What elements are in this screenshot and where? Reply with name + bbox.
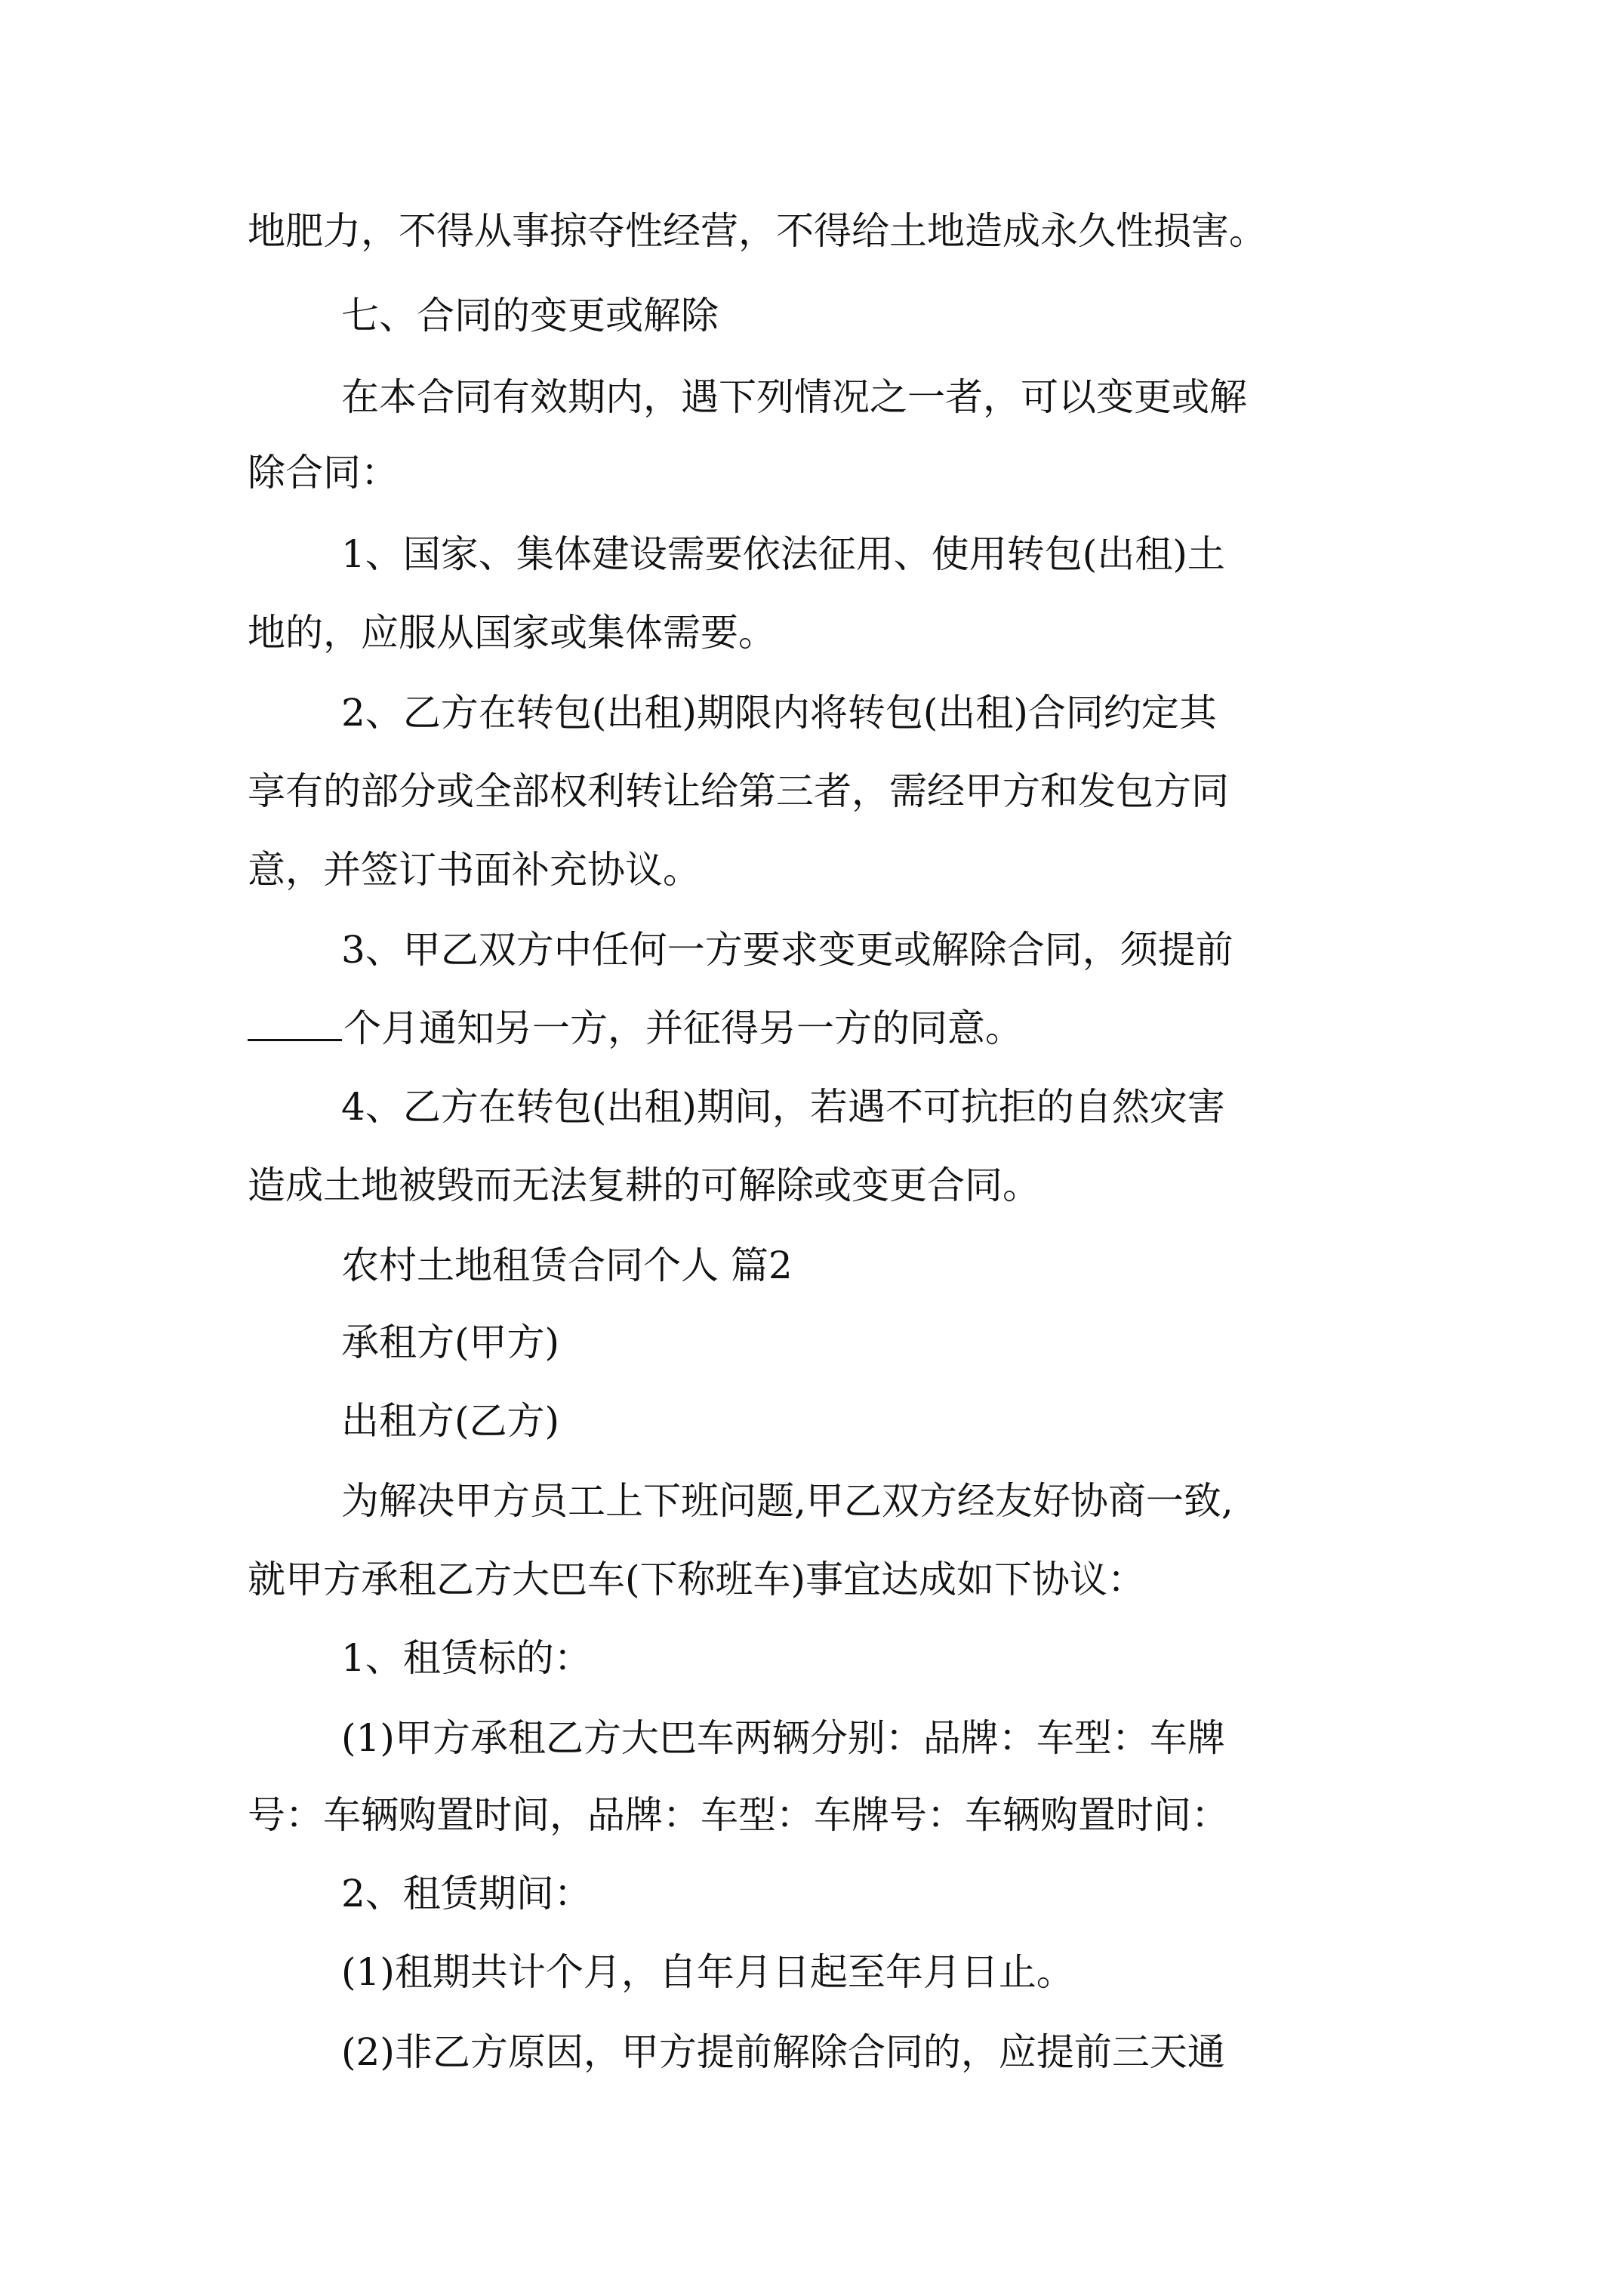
text-line-13: 造成土地被毁而无法复耕的可解除或变更合同。 [248,1163,1040,1207]
text-line-5: 1、国家、集体建设需要依法征用、使用转包(出租)土 [341,532,1225,576]
text-line-20: (1)甲方承租乙方大巴车两辆分别：品牌：车型：车牌 [341,1716,1225,1760]
clause-heading-1: 1、租赁标的： [341,1636,592,1680]
section-heading-7: 七、合同的变更或解除 [341,294,719,337]
text-line-10: 3、甲乙双方中任何一方要求变更或解除合同，须提前 [341,928,1233,972]
clause-heading-2: 2、租赁期间： [341,1872,592,1915]
text-line-3: 在本合同有效期内，遇下列情况之一者，可以变更或解 [341,375,1247,419]
section-heading-part-2: 农村土地租赁合同个人 篇2 [341,1244,793,1287]
text-line-9: 意，并签订书面补充协议。 [248,848,701,892]
text-line-12: 4、乙方在转包(出租)期间，若遇不可抗拒的自然灾害 [341,1085,1225,1129]
text-line-4: 除合同： [248,451,399,495]
text-line-11-text: 个月通知另一方，并征得另一方的同意。 [343,1006,1023,1050]
text-line-21: 号：车辆购置时间，品牌：车型：车牌号：车辆购置时间： [248,1793,1229,1837]
text-line-8: 享有的部分或全部权利转让给第三者，需经甲方和发包方同 [248,769,1229,813]
lessor-label: 出租方(乙方) [341,1399,560,1443]
text-line-1: 地肥力，不得从事掠夺性经营，不得给土地造成永久性损害。 [248,209,1267,253]
lessee-label: 承租方(甲方) [341,1321,560,1364]
text-line-7: 2、乙方在转包(出租)期限内将转包(出租)合同约定其 [341,691,1217,735]
fill-in-blank [248,1010,342,1041]
text-line-18: 就甲方承租乙方大巴车(下称班车)事宜达成如下协议： [248,1558,1146,1601]
text-line-23: (1)租期共计个月，自年月日起至年月日止。 [341,1950,1074,1994]
text-line-11 [248,1004,1023,1052]
text-line-17: 为解决甲方员工上下班问题,甲乙双方经友好协商一致, [341,1479,1233,1523]
text-line-24: (2)非乙方原因，甲方提前解除合同的，应提前三天通 [341,2030,1225,2074]
text-line-6: 地的，应服从国家或集体需要。 [248,611,776,655]
